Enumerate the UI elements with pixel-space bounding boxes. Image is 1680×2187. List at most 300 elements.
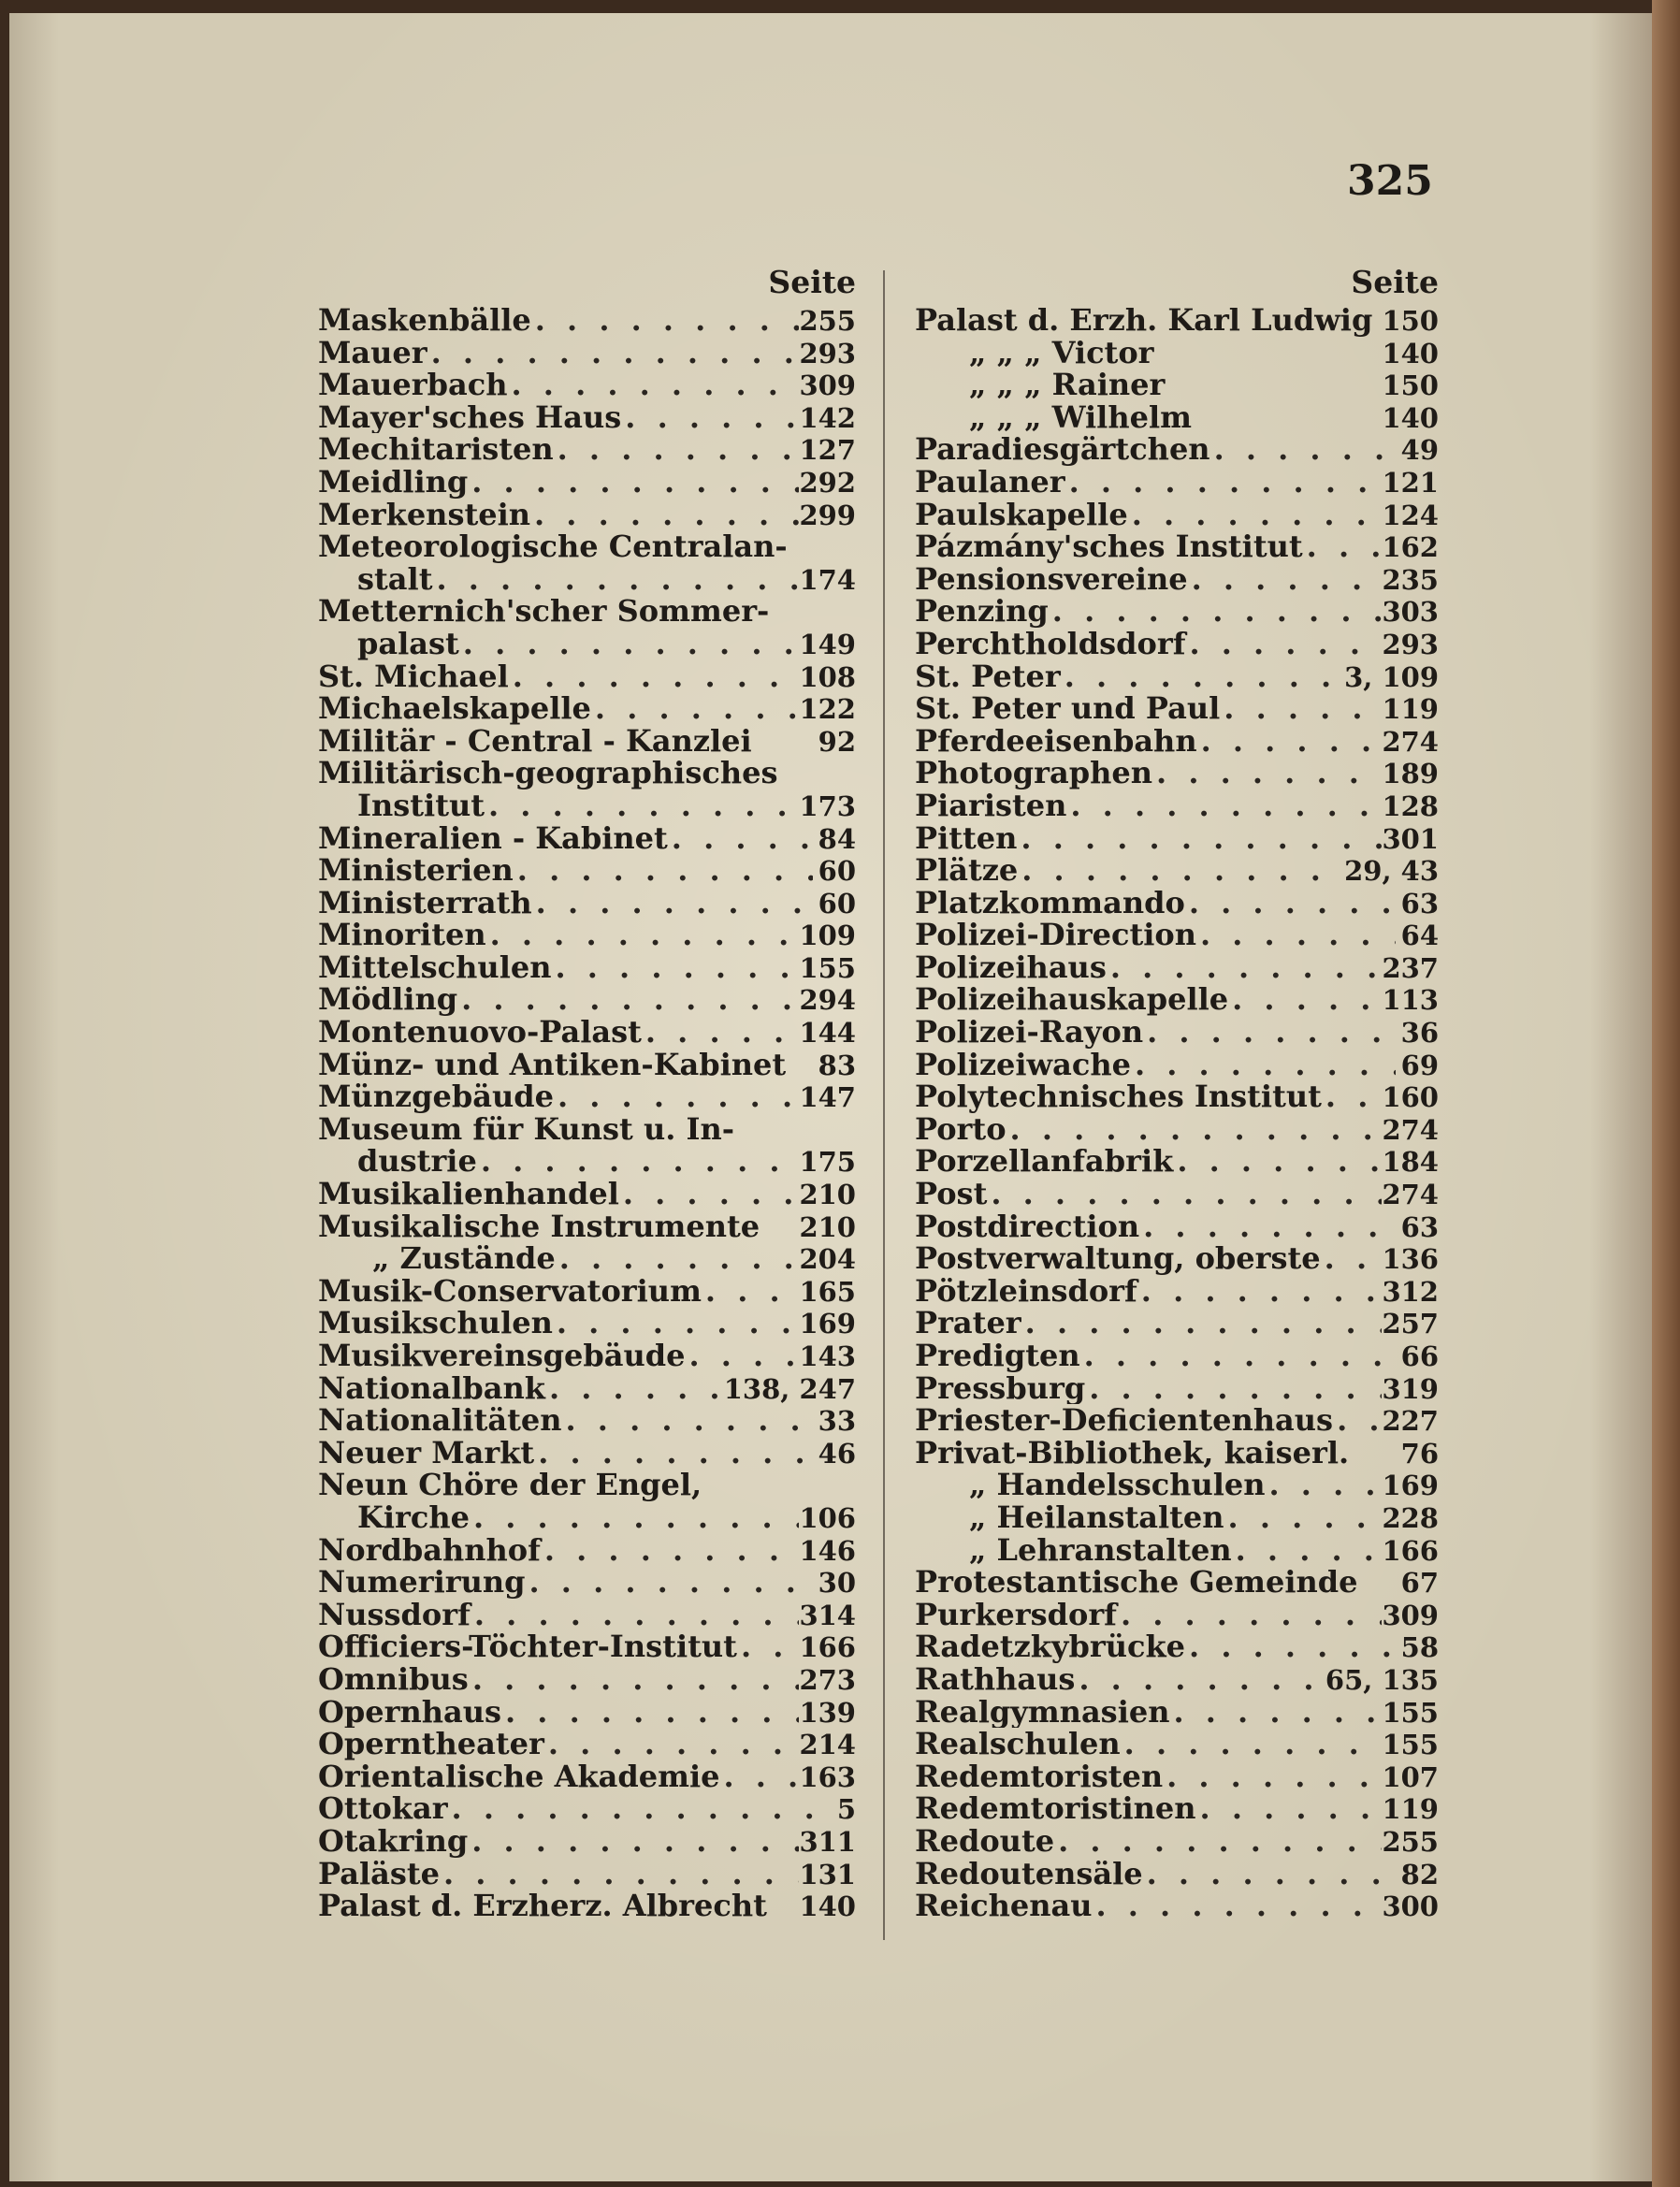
entry-name: Omnibus bbox=[318, 1662, 469, 1696]
entry-name: „ Lehranstalten bbox=[969, 1533, 1232, 1567]
leader-dots bbox=[534, 1437, 813, 1470]
index-entry bbox=[915, 1404, 1439, 1437]
entry-name: Ottokar bbox=[318, 1792, 448, 1825]
index-entry bbox=[318, 369, 856, 401]
entry-name: Realgymnasien bbox=[915, 1695, 1170, 1729]
index-entry bbox=[915, 919, 1439, 951]
index-entry bbox=[318, 1760, 856, 1793]
entry-name: Numerirung bbox=[318, 1566, 526, 1599]
index-entry bbox=[915, 595, 1439, 628]
leader-dots bbox=[554, 1080, 799, 1113]
leader-dots bbox=[1080, 1340, 1396, 1372]
entry-page: 303 bbox=[1382, 596, 1439, 628]
leader-dots bbox=[553, 1307, 800, 1340]
entry-page: 83 bbox=[818, 1049, 856, 1081]
entry-page: 169 bbox=[799, 1308, 856, 1340]
index-entry bbox=[318, 1275, 856, 1308]
leader-dots bbox=[1007, 1113, 1383, 1146]
entry-page: 184 bbox=[1382, 1146, 1439, 1179]
index-entry bbox=[915, 1825, 1439, 1858]
leader-dots bbox=[1185, 628, 1382, 660]
entry-name: Neuer Markt bbox=[318, 1436, 535, 1470]
index-entry bbox=[915, 1501, 1439, 1534]
index-entry bbox=[915, 337, 1439, 369]
entry-page: 274 bbox=[1382, 1113, 1439, 1146]
leader-dots bbox=[1152, 757, 1382, 789]
entry-name: „ Zustände bbox=[372, 1242, 556, 1275]
index-entry bbox=[318, 499, 856, 531]
index-entry bbox=[318, 337, 856, 369]
entry-name: Mineralien - Kabinet bbox=[318, 821, 668, 855]
index-entry bbox=[318, 466, 856, 499]
entry-page: 69 bbox=[1400, 1049, 1439, 1081]
leader-dots bbox=[1137, 1275, 1383, 1308]
index-entry bbox=[318, 1113, 856, 1146]
entry-page: 294 bbox=[799, 984, 856, 1017]
entry-name: Meteorologische Centralan- bbox=[318, 530, 788, 563]
leader-dots bbox=[1018, 854, 1344, 887]
entry-name: Paläste bbox=[318, 1857, 440, 1890]
index-entry bbox=[915, 660, 1439, 693]
entry-page: 228 bbox=[1382, 1501, 1439, 1534]
index-entry bbox=[318, 1437, 856, 1470]
index-entry bbox=[318, 854, 856, 887]
entry-name: Metternich'scher Sommer- bbox=[318, 595, 770, 628]
leader-dots bbox=[485, 789, 799, 822]
entry-name: Nussdorf bbox=[318, 1598, 471, 1631]
entry-name: Palast d. Erzh. Karl Ludwig bbox=[915, 304, 1373, 337]
entry-page: 309 bbox=[1382, 1599, 1439, 1631]
entry-name: Polizeihaus bbox=[915, 950, 1107, 984]
entry-name: Musikschulen bbox=[318, 1307, 553, 1340]
index-entry bbox=[318, 660, 856, 693]
entry-name: Porto bbox=[915, 1112, 1007, 1146]
index-entry bbox=[318, 1469, 856, 1501]
leader-dots bbox=[1266, 1469, 1383, 1501]
leader-dots bbox=[1173, 1145, 1382, 1178]
entry-name: palast bbox=[357, 627, 459, 660]
entry-name: Mauer bbox=[318, 336, 427, 369]
entry-page: 166 bbox=[799, 1631, 856, 1663]
index-entry bbox=[915, 1728, 1439, 1760]
leader-dots bbox=[541, 1534, 800, 1567]
index-entry bbox=[915, 757, 1439, 789]
entry-name: Ministerien bbox=[318, 854, 514, 887]
leader-dots bbox=[1210, 433, 1396, 466]
entry-name: Paulaner bbox=[915, 465, 1065, 499]
leader-dots bbox=[514, 854, 813, 887]
leader-dots bbox=[642, 1016, 800, 1049]
entry-name: Radetzkybrücke bbox=[915, 1630, 1186, 1663]
entry-page: 140 bbox=[799, 1890, 856, 1922]
entry-name: Mödling bbox=[318, 983, 458, 1017]
index-entry bbox=[318, 1825, 856, 1858]
entry-name: Paradiesgärtchen bbox=[915, 433, 1210, 466]
index-entry bbox=[318, 1534, 856, 1567]
index-entry bbox=[318, 1858, 856, 1890]
entry-name: Palast d. Erzherz. Albrecht bbox=[318, 1890, 767, 1922]
entry-name: Michaelskapelle bbox=[318, 692, 591, 725]
entry-name: Post bbox=[915, 1178, 988, 1210]
entry-page: 138, 247 bbox=[723, 1372, 856, 1405]
entry-page: 147 bbox=[799, 1081, 856, 1113]
entry-name: Münz- und Antiken-Kabinet bbox=[318, 1048, 787, 1081]
entry-page: 162 bbox=[1382, 531, 1439, 563]
entry-page: 119 bbox=[1382, 1793, 1439, 1825]
entry-name: Operntheater bbox=[318, 1728, 544, 1760]
leader-dots bbox=[501, 1696, 799, 1729]
index-entry bbox=[915, 1049, 1439, 1081]
index-entry bbox=[915, 1858, 1439, 1890]
entry-page: 143 bbox=[799, 1340, 856, 1372]
leader-dots bbox=[737, 1630, 800, 1663]
index-entry bbox=[915, 628, 1439, 660]
leader-dots bbox=[1333, 1404, 1382, 1437]
entry-page: 107 bbox=[1382, 1760, 1439, 1793]
leader-dots bbox=[1143, 1016, 1396, 1049]
leader-dots bbox=[562, 1404, 814, 1437]
index-entry bbox=[318, 1372, 856, 1405]
entry-name: Montenuovo-Palast bbox=[318, 1016, 642, 1049]
index-entry bbox=[318, 919, 856, 951]
entry-name: Musikalische Instrumente bbox=[318, 1209, 760, 1243]
leader-dots bbox=[702, 1275, 800, 1308]
leader-dots bbox=[1196, 919, 1396, 951]
index-entry bbox=[318, 1566, 856, 1599]
entry-name: Reichenau bbox=[915, 1890, 1093, 1922]
leader-dots bbox=[544, 1728, 800, 1760]
leader-dots bbox=[1303, 530, 1383, 563]
index-entry bbox=[915, 1760, 1439, 1793]
entry-name: „ Handelsschulen bbox=[969, 1469, 1266, 1501]
index-entry bbox=[318, 1404, 856, 1437]
index-entry bbox=[318, 983, 856, 1016]
index-entry bbox=[915, 887, 1439, 920]
index-entry bbox=[318, 725, 856, 758]
leader-dots bbox=[1092, 1890, 1382, 1922]
book-page bbox=[9, 13, 1656, 2181]
index-entry bbox=[318, 789, 856, 822]
entry-name: Privat-Bibliothek, kaiserl. bbox=[915, 1436, 1350, 1470]
entry-page: 139 bbox=[799, 1696, 856, 1729]
index-entry bbox=[915, 1437, 1439, 1470]
index-column-left bbox=[318, 261, 856, 1922]
entry-name: Postverwaltung, oberste bbox=[915, 1242, 1321, 1275]
entry-name: Polizei-Rayon bbox=[915, 1016, 1144, 1049]
entry-page: 3, 109 bbox=[1344, 660, 1439, 693]
leader-dots bbox=[470, 1501, 800, 1534]
index-entry bbox=[318, 822, 856, 855]
index-entry bbox=[915, 1792, 1439, 1825]
entry-name: Polizei-Direction bbox=[915, 919, 1196, 951]
entry-name: „ „ „ Victor bbox=[969, 336, 1154, 369]
entry-name: Piaristen bbox=[915, 789, 1067, 822]
entry-page: 63 bbox=[1400, 887, 1439, 920]
leader-dots bbox=[457, 983, 799, 1016]
entry-name: Priester-Deficientenhaus bbox=[915, 1404, 1334, 1437]
index-entry bbox=[915, 692, 1439, 725]
index-entry bbox=[915, 822, 1439, 855]
entry-name: Orientalische Akademie bbox=[318, 1760, 720, 1793]
entry-page: 5 bbox=[836, 1793, 856, 1825]
index-entry bbox=[915, 983, 1439, 1016]
leader-dots bbox=[459, 628, 800, 660]
leader-dots bbox=[1224, 1501, 1383, 1534]
leader-dots bbox=[1131, 1049, 1396, 1081]
entry-page: 165 bbox=[799, 1275, 856, 1308]
entry-name: Prater bbox=[915, 1307, 1021, 1340]
entry-name: Institut bbox=[357, 789, 485, 822]
leader-dots bbox=[486, 919, 800, 951]
index-entry bbox=[318, 530, 856, 563]
index-entry bbox=[318, 757, 856, 789]
entry-page: 128 bbox=[1382, 789, 1439, 822]
entry-page: 274 bbox=[1382, 725, 1439, 758]
entry-name: Pressburg bbox=[915, 1371, 1086, 1405]
leader-dots bbox=[621, 401, 799, 434]
entry-name: Pferdeeisenbahn bbox=[915, 724, 1197, 758]
index-entry bbox=[915, 1340, 1439, 1372]
leader-dots bbox=[1321, 1242, 1383, 1275]
entry-name: St. Peter bbox=[915, 659, 1061, 693]
entry-name: Redoutensäle bbox=[915, 1857, 1143, 1890]
index-entry bbox=[318, 401, 856, 434]
index-entry bbox=[318, 1016, 856, 1049]
index-entry bbox=[915, 1275, 1439, 1308]
leader-dots bbox=[1188, 563, 1383, 596]
entry-page: 214 bbox=[799, 1729, 856, 1760]
entry-name: Nationalbank bbox=[318, 1371, 545, 1405]
entry-page: 273 bbox=[799, 1663, 856, 1696]
entry-name: Pázmány'sches Institut bbox=[915, 530, 1303, 563]
entry-page: 113 bbox=[1382, 984, 1439, 1017]
leader-dots bbox=[987, 1178, 1382, 1210]
leader-dots bbox=[668, 822, 813, 855]
leader-dots bbox=[1139, 1210, 1396, 1243]
entry-name: Meidling bbox=[318, 465, 469, 499]
entry-page: 150 bbox=[1382, 369, 1439, 401]
index-entry bbox=[915, 1242, 1439, 1275]
entry-page: 36 bbox=[1400, 1017, 1439, 1049]
entry-page: 160 bbox=[1382, 1081, 1439, 1113]
entry-name: „ Heilanstalten bbox=[969, 1500, 1224, 1534]
index-entry bbox=[915, 1307, 1439, 1340]
index-entry bbox=[915, 1210, 1439, 1243]
entry-name: Mayer'sches Haus bbox=[318, 400, 622, 434]
leader-dots bbox=[432, 563, 799, 596]
entry-page: 109 bbox=[799, 920, 856, 951]
leader-dots bbox=[1322, 1080, 1383, 1113]
entry-page: 30 bbox=[818, 1567, 856, 1599]
index-entry bbox=[915, 530, 1439, 563]
entry-name: Minoriten bbox=[318, 919, 486, 951]
index-entry bbox=[915, 1663, 1439, 1696]
column-divider bbox=[883, 270, 885, 1940]
leader-dots bbox=[1197, 725, 1383, 758]
entry-page: 319 bbox=[1382, 1372, 1439, 1405]
entry-page: 33 bbox=[818, 1405, 856, 1437]
leader-dots bbox=[551, 951, 799, 984]
entry-name: Merkenstein bbox=[318, 498, 531, 531]
book-edge bbox=[1652, 0, 1680, 2187]
entry-name: Redoute bbox=[915, 1824, 1055, 1858]
entry-name: stalt bbox=[357, 562, 433, 596]
entry-name: Musik-Conservatorium bbox=[318, 1274, 702, 1308]
entry-name: Musikvereinsgebäude bbox=[318, 1340, 686, 1372]
index-list bbox=[915, 304, 1439, 1922]
entry-page: 84 bbox=[818, 822, 856, 855]
leader-dots bbox=[477, 1145, 800, 1178]
entry-name: Opernhaus bbox=[318, 1695, 502, 1729]
entry-page: 121 bbox=[1382, 466, 1439, 499]
index-column-right bbox=[915, 261, 1439, 1922]
leader-dots bbox=[1185, 1630, 1396, 1663]
index-entry bbox=[915, 1372, 1439, 1405]
leader-dots bbox=[1169, 1696, 1382, 1729]
entry-name: Plätze bbox=[915, 854, 1019, 887]
entry-name: Rathhaus bbox=[915, 1662, 1076, 1696]
column-header: Seite bbox=[768, 264, 856, 300]
leader-dots bbox=[1185, 887, 1396, 920]
index-entry bbox=[915, 725, 1439, 758]
entry-name: Mauerbach bbox=[318, 369, 508, 401]
entry-name: Platzkommando bbox=[915, 886, 1185, 920]
index-entry bbox=[318, 1501, 856, 1534]
entry-name: Mittelschulen bbox=[318, 950, 552, 984]
entry-name: Photographen bbox=[915, 757, 1153, 789]
entry-page: 155 bbox=[799, 951, 856, 984]
leader-dots bbox=[1220, 692, 1382, 725]
entry-name: Münzgebäude bbox=[318, 1080, 554, 1113]
entry-page: 64 bbox=[1400, 920, 1439, 951]
index-entry bbox=[318, 628, 856, 660]
leader-dots bbox=[468, 466, 799, 499]
entry-page: 140 bbox=[1382, 401, 1439, 434]
index-entry bbox=[915, 1145, 1439, 1178]
leader-dots bbox=[1065, 466, 1383, 499]
leader-dots bbox=[1228, 983, 1382, 1016]
index-entry bbox=[318, 1599, 856, 1631]
index-entry bbox=[915, 1080, 1439, 1113]
entry-page: 255 bbox=[1382, 1825, 1439, 1858]
entry-page: 29, 43 bbox=[1344, 855, 1439, 887]
leader-dots bbox=[508, 369, 800, 401]
entry-name: Otakring bbox=[318, 1824, 469, 1858]
entry-name: Pensionsvereine bbox=[915, 562, 1188, 596]
index-entry bbox=[318, 1210, 856, 1243]
entry-page: 106 bbox=[799, 1501, 856, 1534]
leader-dots bbox=[509, 660, 800, 693]
entry-name: Nordbahnhof bbox=[318, 1533, 541, 1567]
entry-page: 67 bbox=[1400, 1567, 1439, 1599]
entry-name: Polizeiwache bbox=[915, 1048, 1131, 1081]
entry-page: 312 bbox=[1382, 1275, 1439, 1308]
entry-page: 257 bbox=[1382, 1308, 1439, 1340]
index-entry bbox=[318, 1178, 856, 1210]
entry-name: Perchtholdsdorf bbox=[915, 627, 1186, 660]
entry-name: „ „ „ Rainer bbox=[969, 369, 1166, 401]
page-number: 325 bbox=[1347, 157, 1433, 205]
entry-name: Militär - Central - Kanzlei bbox=[318, 724, 752, 758]
leader-dots bbox=[530, 499, 799, 531]
leader-dots bbox=[1085, 1372, 1382, 1405]
entry-page: 65, 135 bbox=[1325, 1663, 1439, 1696]
entry-name: Predigten bbox=[915, 1340, 1080, 1372]
entry-page: 46 bbox=[818, 1437, 856, 1470]
index-entry bbox=[915, 1696, 1439, 1729]
entry-page: 144 bbox=[799, 1017, 856, 1049]
entry-name: Pötzleinsdorf bbox=[915, 1274, 1137, 1308]
index-entry bbox=[318, 1728, 856, 1760]
entry-name: Paulskapelle bbox=[915, 498, 1128, 531]
index-entry bbox=[915, 466, 1439, 499]
entry-name: Realschulen bbox=[915, 1728, 1121, 1760]
leader-dots bbox=[1143, 1858, 1396, 1890]
index-entry bbox=[915, 1469, 1439, 1501]
entry-name: Militärisch-geographisches bbox=[318, 757, 778, 789]
entry-page: 76 bbox=[1400, 1437, 1439, 1470]
entry-page: 311 bbox=[799, 1825, 856, 1858]
index-entry bbox=[915, 369, 1439, 401]
entry-page: 150 bbox=[1382, 305, 1439, 337]
index-entry bbox=[318, 563, 856, 596]
entry-page: 163 bbox=[799, 1760, 856, 1793]
index-entry bbox=[318, 1145, 856, 1178]
leader-dots bbox=[1049, 595, 1383, 628]
index-entry bbox=[318, 1242, 856, 1275]
index-entry bbox=[915, 1178, 1439, 1210]
entry-page: 235 bbox=[1382, 563, 1439, 596]
entry-name: Protestantische Gemeinde bbox=[915, 1566, 1358, 1599]
index-entry bbox=[915, 1534, 1439, 1567]
leader-dots bbox=[545, 1372, 724, 1405]
entry-page: 309 bbox=[799, 369, 856, 401]
index-entry bbox=[915, 1113, 1439, 1146]
index-entry bbox=[915, 433, 1439, 466]
entry-page: 63 bbox=[1400, 1210, 1439, 1243]
entry-page: 189 bbox=[1382, 758, 1439, 789]
entry-page: 237 bbox=[1382, 951, 1439, 984]
index-entry bbox=[318, 1049, 856, 1081]
entry-name: Postdirection bbox=[915, 1209, 1140, 1243]
entry-name: Musikalienhandel bbox=[318, 1178, 619, 1210]
index-entry bbox=[318, 1890, 856, 1922]
entry-page: 146 bbox=[799, 1534, 856, 1567]
leader-dots bbox=[1232, 1534, 1383, 1567]
index-entry bbox=[915, 789, 1439, 822]
leader-dots bbox=[554, 433, 800, 466]
entry-page: 169 bbox=[1382, 1470, 1439, 1501]
entry-name: Porzellanfabrik bbox=[915, 1145, 1174, 1179]
leader-dots bbox=[619, 1178, 800, 1210]
entry-page: 210 bbox=[799, 1210, 856, 1243]
leader-dots bbox=[531, 304, 800, 337]
entry-name: Polizeihauskapelle bbox=[915, 983, 1229, 1017]
entry-name: Redemtoristen bbox=[915, 1760, 1164, 1793]
entry-name: Mechitaristen bbox=[318, 433, 554, 466]
index-entry bbox=[915, 1016, 1439, 1049]
entry-page: 122 bbox=[799, 693, 856, 725]
entry-page: 175 bbox=[799, 1146, 856, 1179]
index-list bbox=[318, 304, 856, 1922]
leader-dots bbox=[1054, 1825, 1382, 1858]
entry-name: Museum für Kunst u. In- bbox=[318, 1112, 734, 1146]
leader-dots bbox=[1066, 789, 1382, 822]
entry-page: 82 bbox=[1400, 1858, 1439, 1890]
entry-page: 314 bbox=[799, 1599, 856, 1631]
leader-dots bbox=[1075, 1663, 1325, 1696]
entry-page: 60 bbox=[818, 887, 856, 920]
